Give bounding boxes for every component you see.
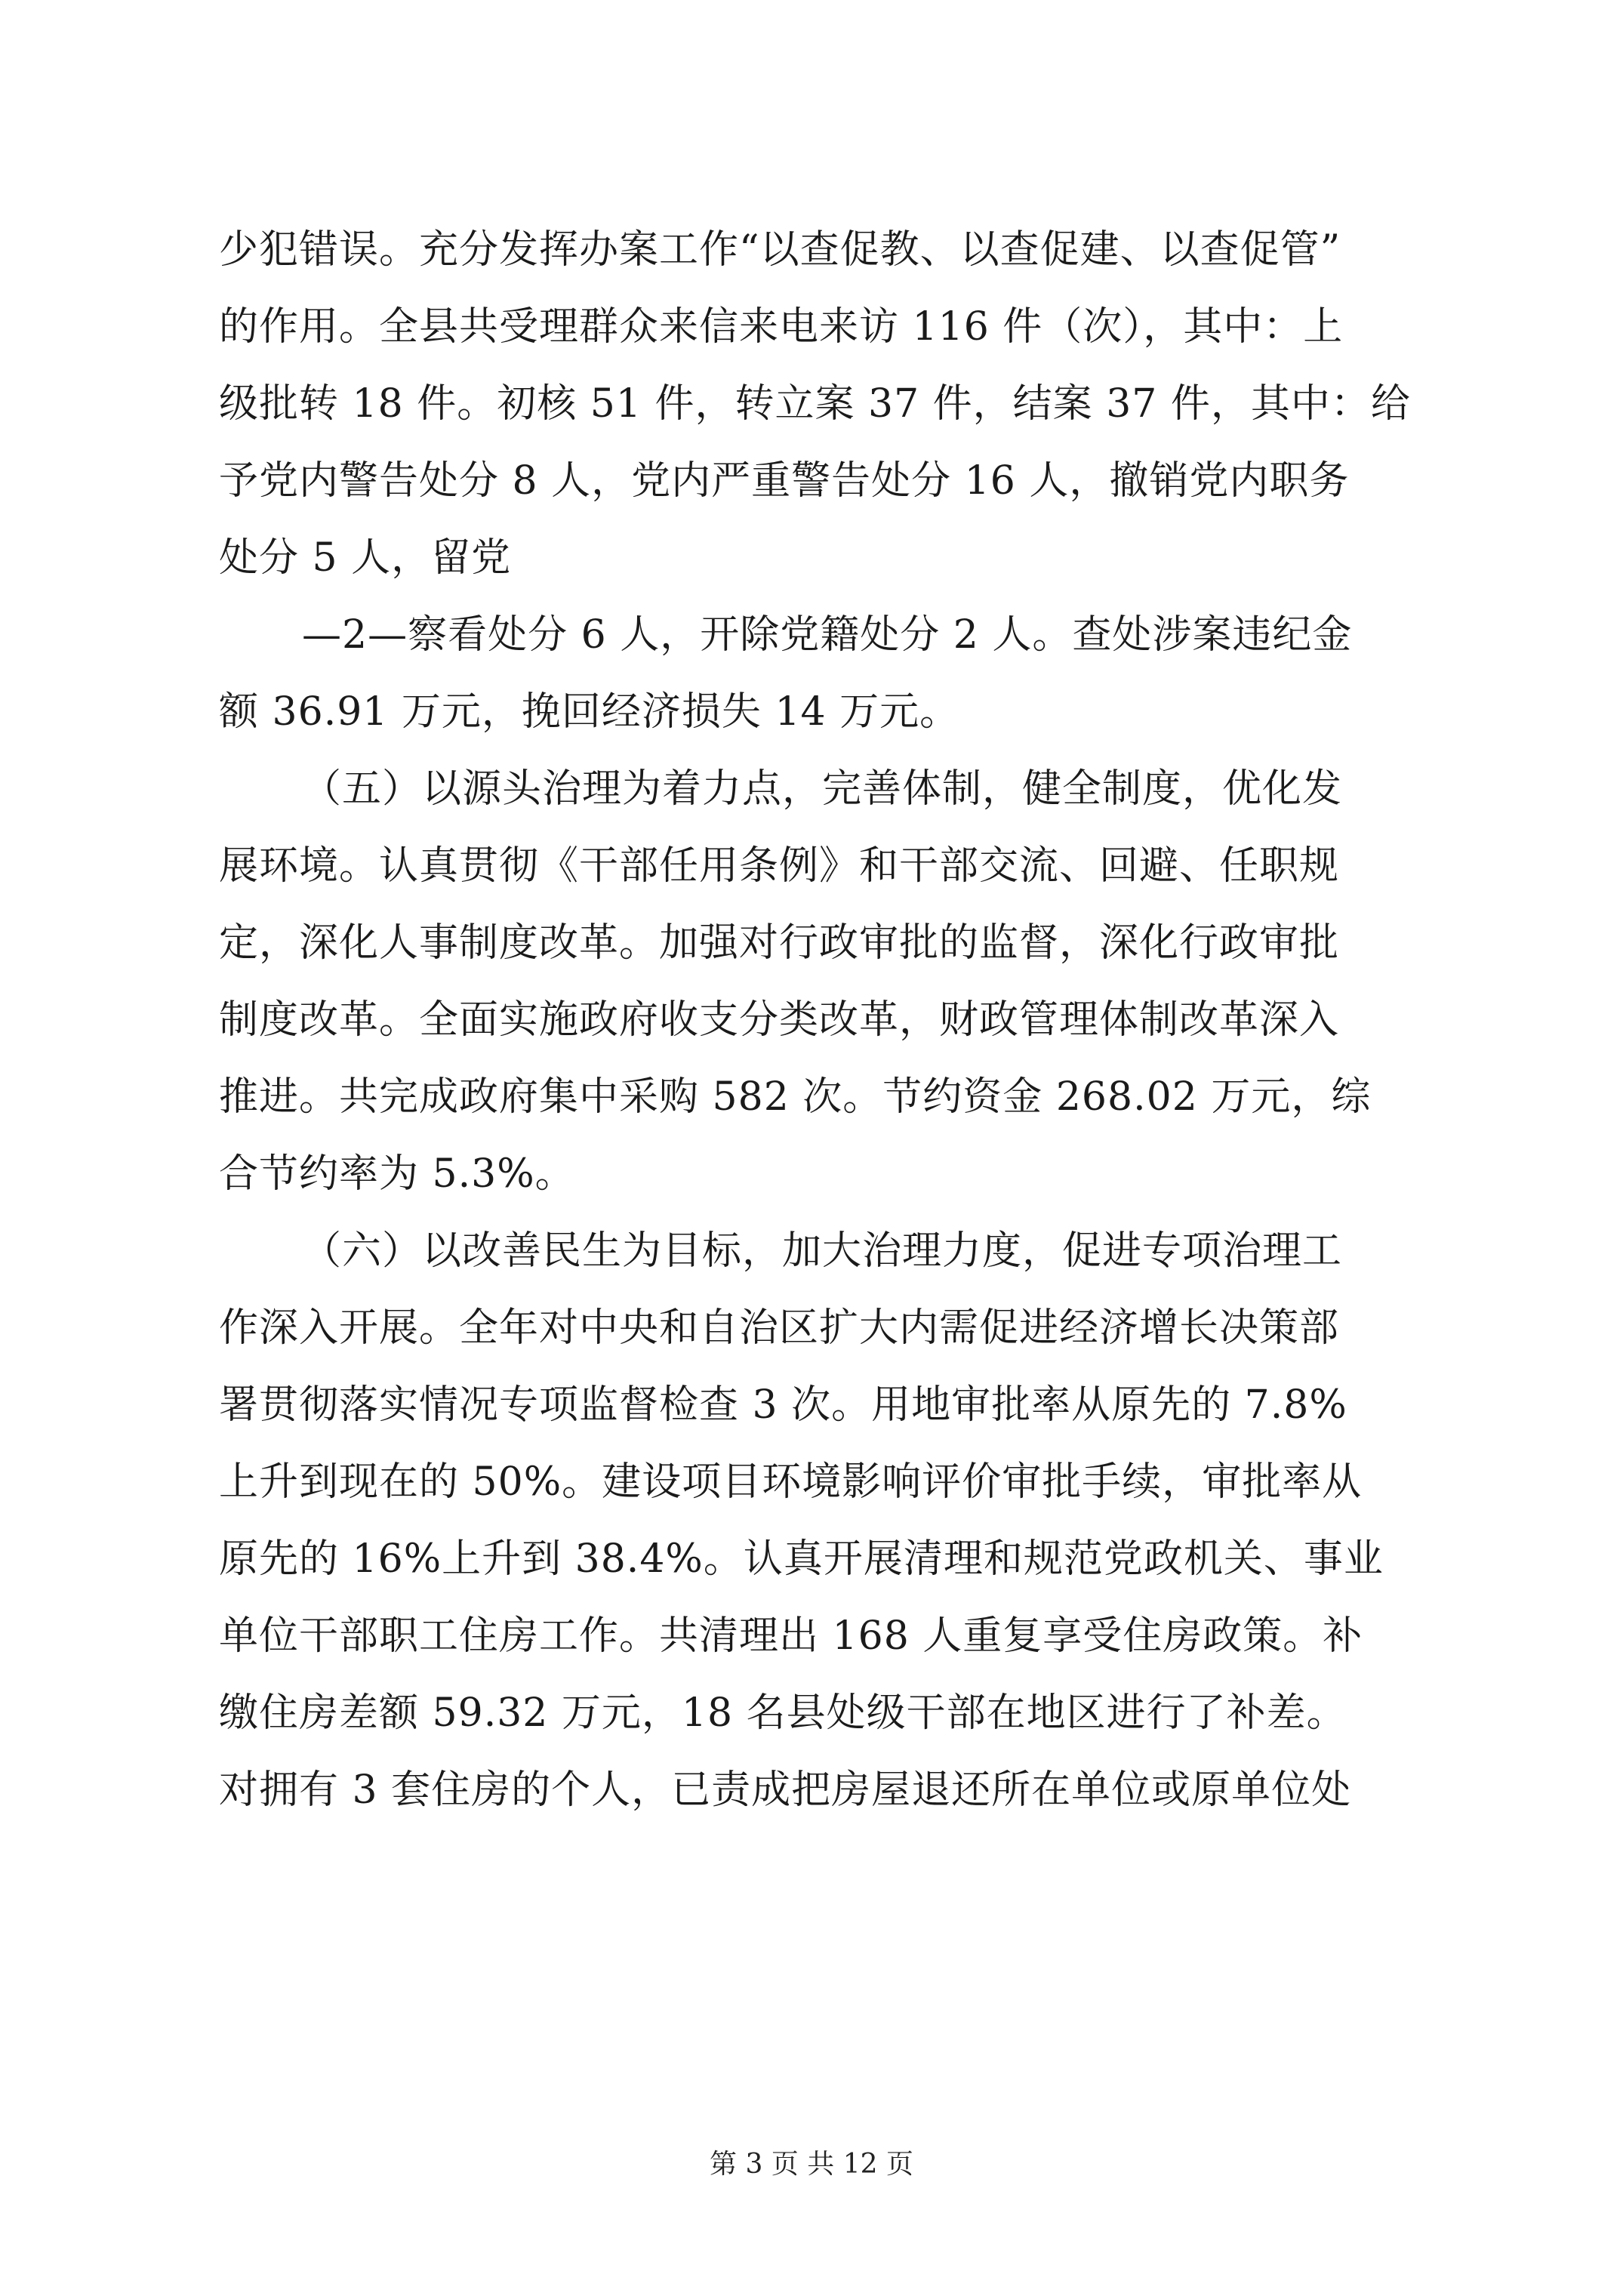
text-line: 定，深化人事制度改革。加强对行政审批的监督，深化行政审批	[219, 920, 1340, 966]
text-line: 额 36.91 万元，挽回经济损失 14 万元。	[219, 689, 960, 735]
text-line: 上升到现在的 50%。建设项目环境影响评价审批手续，审批率从	[219, 1459, 1363, 1505]
text-line: 合节约率为 5.3%。	[219, 1151, 575, 1197]
text-line: 对拥有 3 套住房的个人，已责成把房屋退还所在单位或原单位处	[219, 1767, 1352, 1813]
text-line: 制度改革。全面实施政府收支分类改革，财政管理体制改革深入	[219, 997, 1340, 1043]
text-line: 原先的 16%上升到 38.4%。认真开展清理和规范党政机关、事业	[219, 1536, 1384, 1582]
text-line: 展环境。认真贯彻《干部任用条例》和干部交流、回避、任职规	[219, 843, 1340, 889]
text-line: 予党内警告处分 8 人，党内严重警告处分 16 人，撤销党内职务	[219, 458, 1350, 504]
text-line: （六）以改善民生为目标，加大治理力度，促进专项治理工	[302, 1228, 1343, 1274]
document-body	[219, 211, 1419, 1829]
text-line: 级批转 18 件。初核 51 件，转立案 37 件，结案 37 件，其中：给	[219, 381, 1411, 427]
text-line: 少犯错误。充分发挥办案工作“以查促教、以查促建、以查促管”	[219, 227, 1341, 273]
text-line: 单位干部职工住房工作。共清理出 168 人重复享受住房政策。补	[219, 1613, 1363, 1659]
text-line: 作深入开展。全年对中央和自治区扩大内需促进经济增长决策部	[219, 1305, 1340, 1351]
text-line: 推进。共完成政府集中采购 582 次。节约资金 268.02 万元，综	[219, 1074, 1372, 1120]
text-line: —2—察看处分 6 人，开除党籍处分 2 人。查处涉案违纪金	[302, 612, 1353, 658]
text-line: 署贯彻落实情况专项监督检查 3 次。用地审批率从原先的 7.8%	[219, 1382, 1347, 1428]
text-line: （五）以源头治理为着力点，完善体制，健全制度，优化发	[302, 766, 1343, 812]
text-line: 缴住房差额 59.32 万元，18 名县处级干部在地区进行了补差。	[219, 1690, 1347, 1736]
text-line: 处分 5 人，留党	[219, 535, 512, 581]
text-line: 的作用。全县共受理群众来信来电来访 116 件（次），其中：上	[219, 304, 1344, 350]
page-number-footer: 第 3 页 共 12 页	[710, 2149, 913, 2180]
